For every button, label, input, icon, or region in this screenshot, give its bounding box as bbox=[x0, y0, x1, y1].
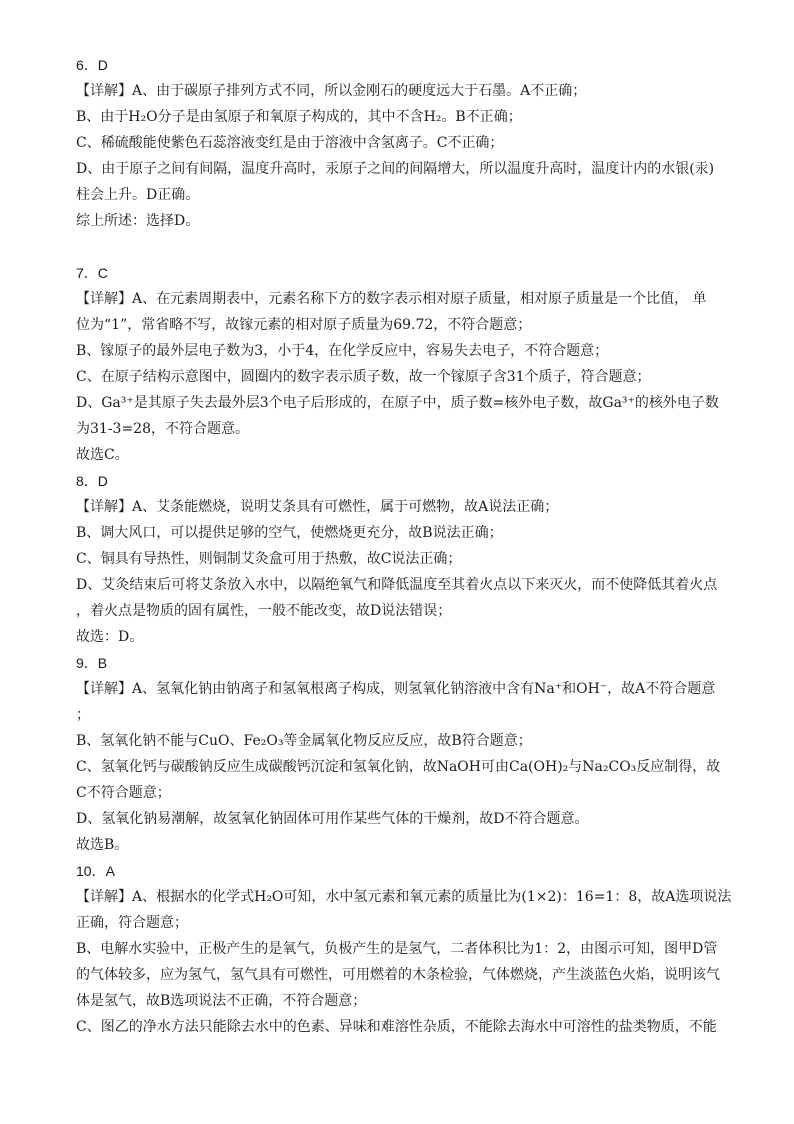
q9-summary: 故选B。 bbox=[76, 837, 129, 853]
q9-heading: 9．B bbox=[76, 655, 108, 671]
q9-option-c-line1: C、氢氧化钙与碳酸钠反应生成碳酸钙沉淀和氢氧化钠，故NaOH可由Ca(OH)₂与Na₂CO₃反应制得，故 bbox=[76, 759, 721, 775]
q7-option-d-line2: 为31-3=28，不符合题意。 bbox=[76, 421, 249, 437]
q8-heading: 8．D bbox=[76, 473, 108, 489]
q6-option-c: C、稀硫酸能使紫色石蕊溶液变红是由于溶液中含氢离子。C不正确； bbox=[76, 135, 504, 151]
q10-option-a-line2: 正确，符合题意； bbox=[76, 915, 188, 931]
q8-option-c: C、铜具有导热性，则铜制艾灸盒可用于热敷，故C说法正确； bbox=[76, 551, 462, 567]
q10-option-b-line3: 体是氢气，故B选项说法不正确，不符合题意； bbox=[76, 993, 367, 1009]
q7-heading: 7．C bbox=[76, 265, 108, 281]
q10-option-b-line1: B、电解水实验中，正极产生的是氧气，负极产生的是氢气，二者体积比为1：2，由图示可知，图甲D管 bbox=[76, 941, 718, 957]
q8-option-d-line1: D、艾灸结束后可将艾条放入水中，以隔绝氧气和降低温度至其着火点以下来灭火，而不使降低其着火点 bbox=[76, 577, 718, 593]
q10-heading: 10．A bbox=[76, 863, 115, 879]
q10-option-b-line2: 的气体较多，应为氢气，氢气具有可燃性，可用燃着的木条检验，气体燃烧，产生淡蓝色火焰，说明该气 bbox=[76, 967, 720, 983]
q6-option-a: 【详解】A、由于碳原子排列方式不同，所以金刚石的硬度远大于石墨。A不正确； bbox=[76, 83, 587, 99]
q8-option-b: B、调大风口，可以提供足够的空气，使燃烧更充分，故B说法正确； bbox=[76, 525, 503, 541]
q7-option-a-line2: 位为“1”，常省略不写，故镓元素的相对原子质量为69.72，不符合题意； bbox=[76, 317, 532, 333]
q9-option-c-line2: C不符合题意； bbox=[76, 785, 171, 801]
q8-option-d-line2: ，着火点是物质的固有属性，一般不能改变，故D说法错误； bbox=[76, 603, 452, 619]
q9-option-a-line1: 【详解】A、氢氧化钠由钠离子和氢氧根离子构成，则氢氧化钠溶液中含有Na⁺和OH⁻，故A不符合题意 bbox=[76, 681, 716, 697]
q7-option-b: B、镓原子的最外层电子数为3，小于4，在化学反应中，容易失去电子，不符合题意； bbox=[76, 343, 609, 359]
q6-option-d-line1: D、由于原子之间有间隔，温度升高时，汞原子之间的间隔增大，所以温度升高时，温度计内的水银(汞) bbox=[76, 161, 715, 177]
q8-summary: 故选：D。 bbox=[76, 629, 144, 645]
q6-summary: 综上所述：选择D。 bbox=[76, 213, 200, 229]
q6-option-d-line2: 柱会上升。D正确。 bbox=[76, 187, 200, 203]
q6-option-b: B、由于H₂O分子是由氢原子和氧原子构成的，其中不含H₂。B不正确； bbox=[76, 109, 522, 125]
q7-option-c: C、在原子结构示意图中，圆圈内的数字表示质子数，故一个镓原子含31个质子，符合题意； bbox=[76, 369, 651, 385]
q9-option-d: D、氢氧化钠易潮解，故氢氧化钠固体可用作某些气体的干燥剂，故D不符合题意。 bbox=[76, 811, 589, 827]
q9-option-b: B、氢氧化钠不能与CuO、Fe₂O₃等金属氧化物反应反应，故B符合题意； bbox=[76, 733, 532, 749]
q8-option-a: 【详解】A、艾条能燃烧，说明艾条具有可燃性，属于可燃物，故A说法正确； bbox=[76, 499, 559, 515]
q7-option-d-line1: D、Ga³⁺是其原子失去最外层3个电子后形成的，在原子中，质子数=核外电子数，故Ga³⁺的核外电子数 bbox=[76, 395, 719, 411]
q10-option-a-line1: 【详解】A、根据水的化学式H₂O可知，水中氢元素和氧元素的质量比为(1×2)：16=1：8，故A选项说法 bbox=[76, 889, 732, 905]
q10-option-c-line1: C、图乙的净水方法只能除去水中的色素、异味和难溶性杂质，不能除去海水中可溶性的盐类物质，不能 bbox=[76, 1019, 717, 1035]
q7-option-a-line1: 【详解】A、在元素周期表中，元素名称下方的数字表示相对原子质量，相对原子质量是一个比值， 单 bbox=[76, 291, 707, 307]
q7-summary: 故选C。 bbox=[76, 447, 129, 463]
q6-heading: 6．D bbox=[76, 57, 108, 73]
q9-option-a-line2: ； bbox=[76, 707, 90, 723]
